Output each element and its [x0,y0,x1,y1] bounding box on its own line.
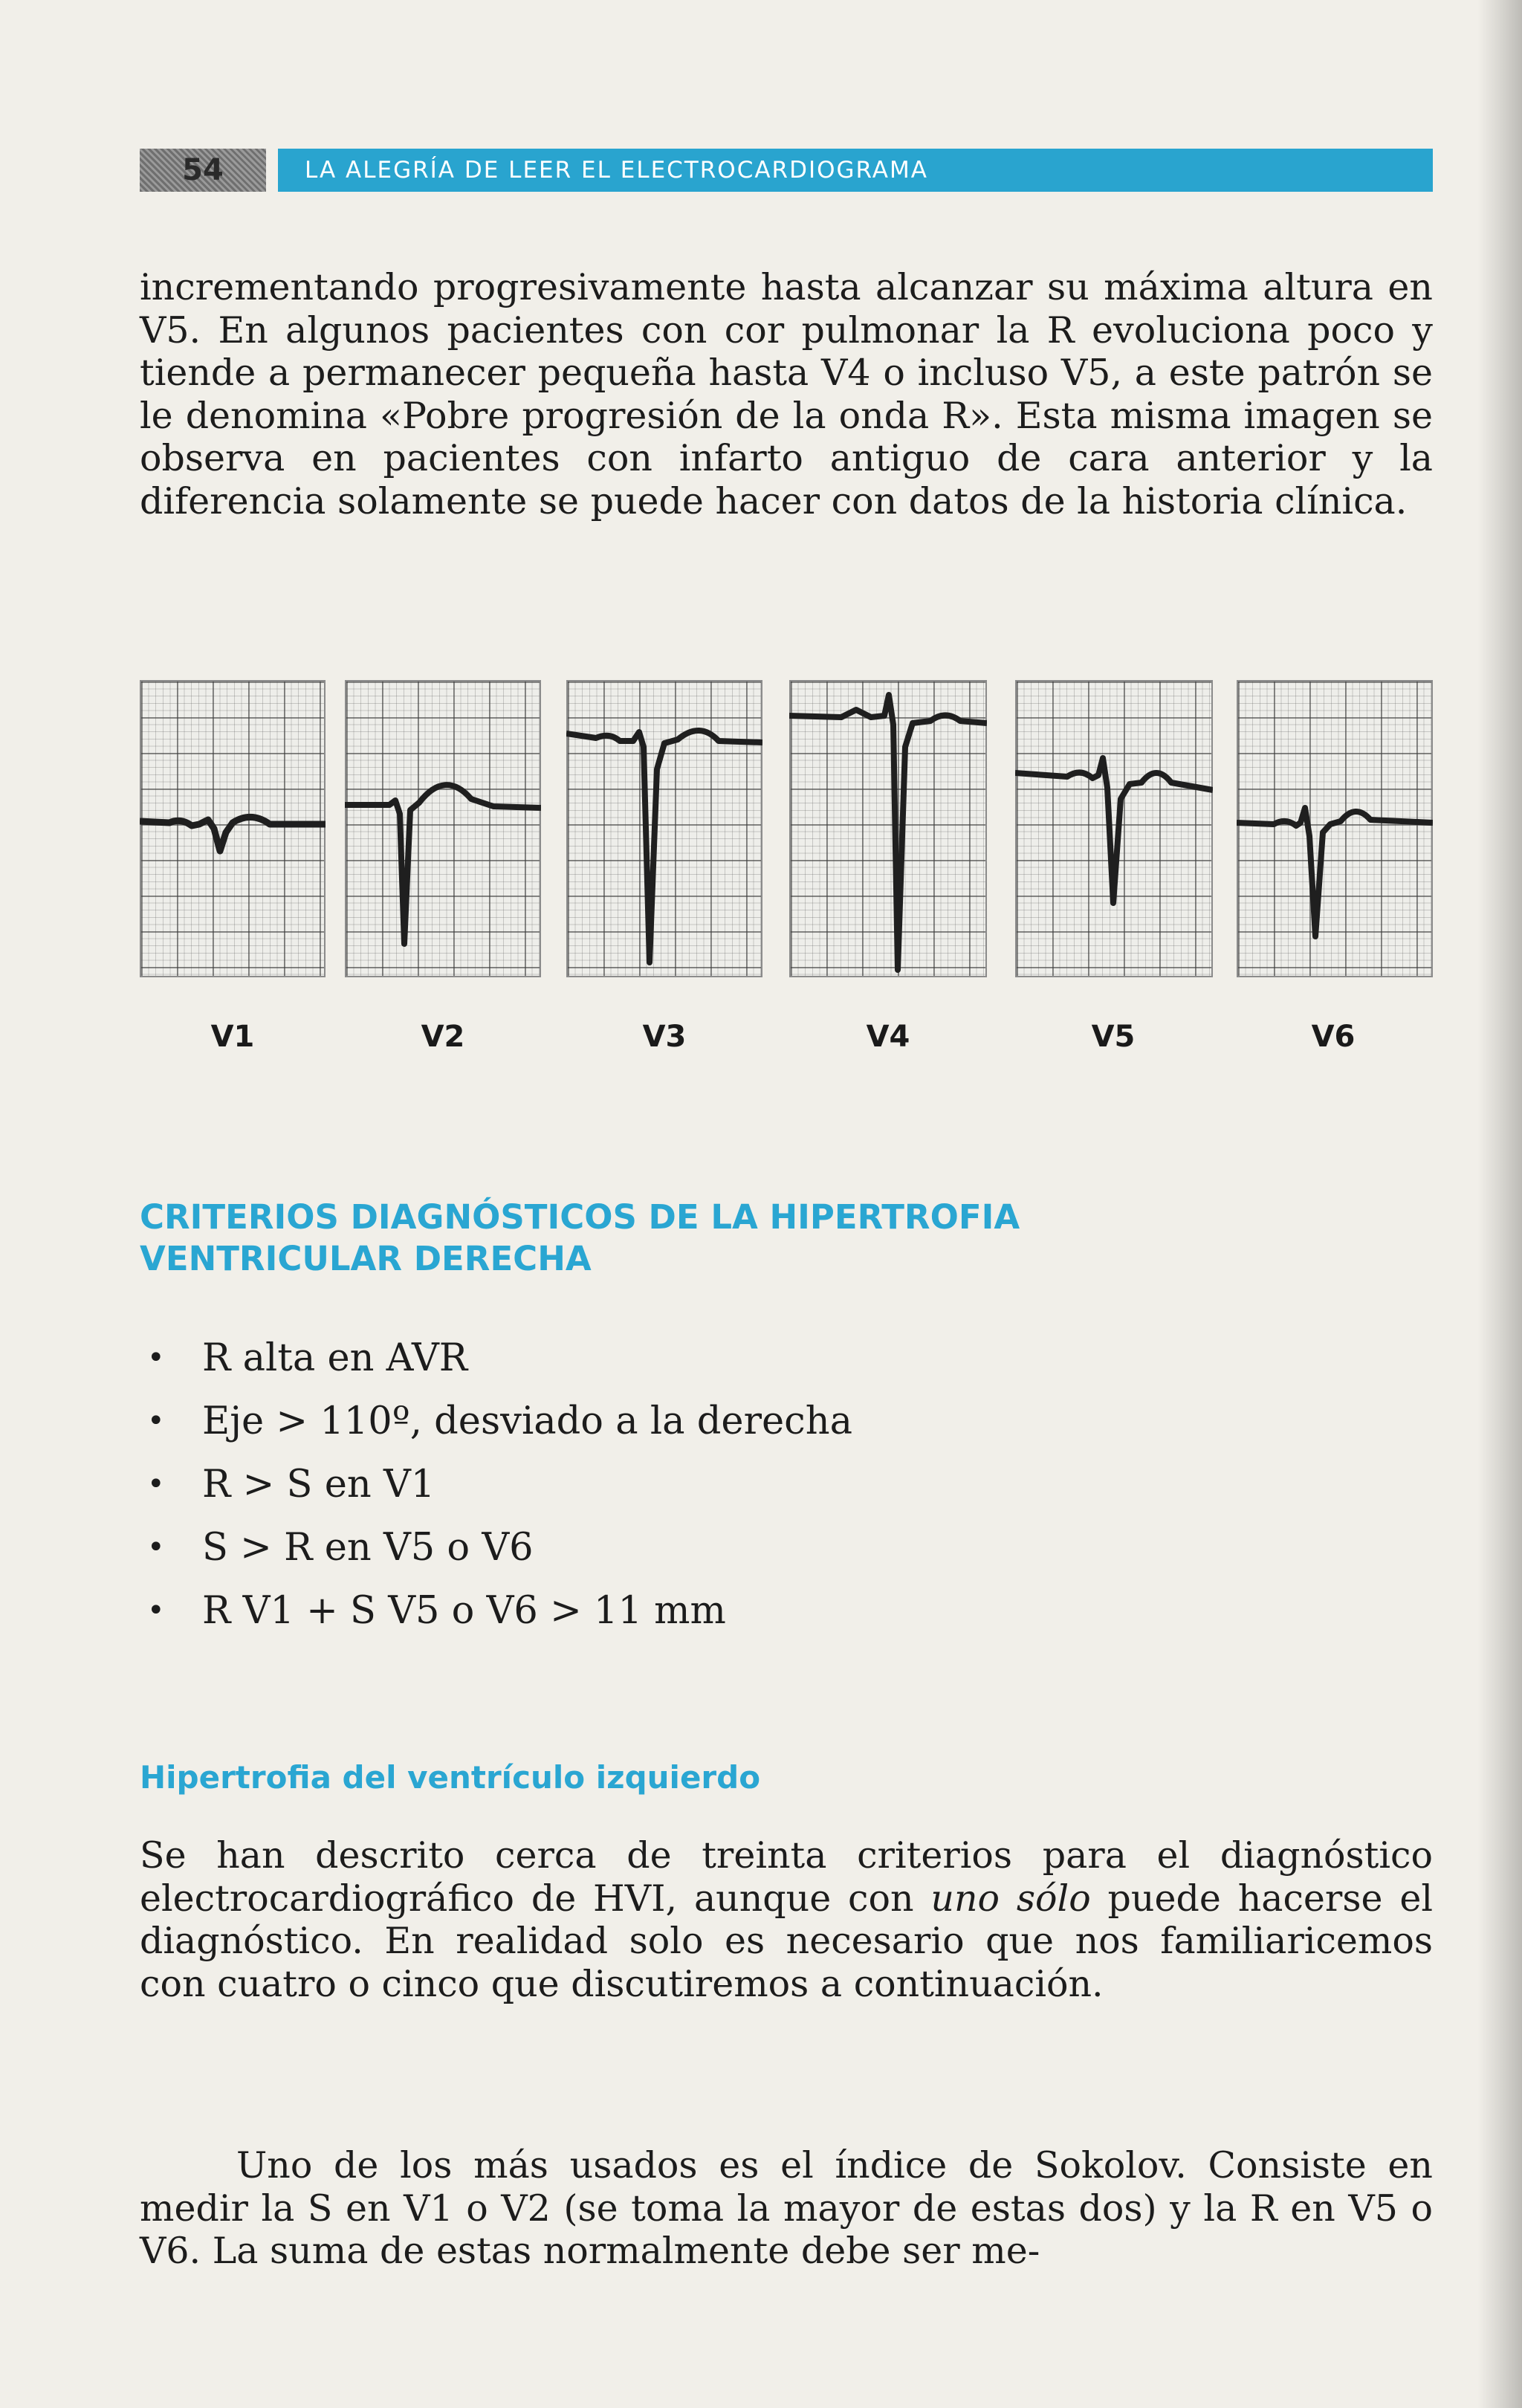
ecg-panel-v6 [1237,680,1433,985]
criterion-text: R > S en V1 [202,1463,435,1506]
header-bar [278,149,1433,192]
ecg-panel-v1 [140,680,326,985]
heading-rvh-criteria [140,1197,1433,1280]
lead-label-v3: V3 [642,1020,687,1054]
ecg-panel-v4 [789,680,987,985]
emphasis-text: uno sólo [930,1877,1091,1920]
ecg-trace-v5 [1015,680,1213,977]
criterion-text: S > R en V5 o V6 [202,1526,534,1570]
list-item [140,1390,852,1453]
list-item [140,1453,852,1516]
page-edge-shadow [1477,0,1522,2408]
rvh-criteria-list [140,1327,852,1642]
ecg-trace-v6 [1237,680,1433,977]
running-header [140,149,1433,192]
paragraph-sokolov: Uno de los más usados es el índice de Sokolov. Consiste en medir la S en V1 o V2 (se toma la mayor de estas dos) y la R en V5 o V6. La suma de estas normalmente debe ser me- [140,2144,1433,2272]
ecg-trace-v2 [345,680,541,977]
paragraph-r-progression: incrementando progresivamente hasta alcanzar su máxima altura en V5. En algunos pacientes con cor pulmonar la R evoluciona poco y tiende a permanecer pequeña hasta V4 o incluso V5, a este patrón se le denomina «Pobre progresión de la onda R». Esta misma imagen se observa en pacientes con infarto antiguo de cara anterior y la diferencia solamente se puede hacer con datos de la historia clínica. [140,266,1433,522]
criterion-text: R V1 + S V5 o V6 > 11 mm [202,1589,726,1633]
bullet-icon: • [147,1530,165,1564]
lead-label-v6: V6 [1311,1020,1356,1054]
criterion-text: R alta en AVR [202,1336,468,1380]
heading-line: VENTRICULAR DERECHA [140,1239,592,1278]
list-item [140,1516,852,1579]
bullet-icon: • [147,1593,165,1628]
paragraph-text: puede hacerse el diagnóstico. En realidad solo es necesario que nos familiaricemos con cuatro o cinco que discutiremos a continuación. [140,1877,1433,2005]
book-title: LA ALEGRÍA DE LEER EL ELECTROCARDIOGRAMA [305,157,928,184]
ecg-trace-v3 [566,680,762,977]
paragraph-text: Se han descrito cerca de treinta criterios para el diagnóstico electrocardiográfico de HVI, aunque con [140,1834,1433,1920]
bullet-icon: • [147,1404,165,1438]
paragraph-lvh-criteria [140,1834,1433,2005]
lead-label-v1: V1 [210,1020,255,1054]
ecg-panel-v5 [1015,680,1213,985]
lead-label-v5: V5 [1091,1020,1136,1054]
ecg-precordial-figure [140,680,1433,985]
ecg-panel-v2 [345,680,541,985]
lead-label-v2: V2 [421,1020,465,1054]
list-item [140,1579,852,1642]
bullet-icon: • [147,1467,165,1501]
lead-label-v4: V4 [866,1020,910,1054]
bullet-icon: • [147,1341,165,1375]
ecg-trace-v1 [140,680,326,977]
criterion-text: Eje > 110º, desviado a la derecha [202,1399,852,1443]
ecg-trace-v4 [789,680,987,977]
heading-line: CRITERIOS DIAGNÓSTICOS DE LA HIPERTROFIA [140,1197,1020,1237]
list-item [140,1327,852,1390]
page-number: 54 [140,149,266,192]
heading-lvh: Hipertrofia del ventrículo izquierdo [140,1759,761,1796]
ecg-panel-v3 [566,680,762,985]
